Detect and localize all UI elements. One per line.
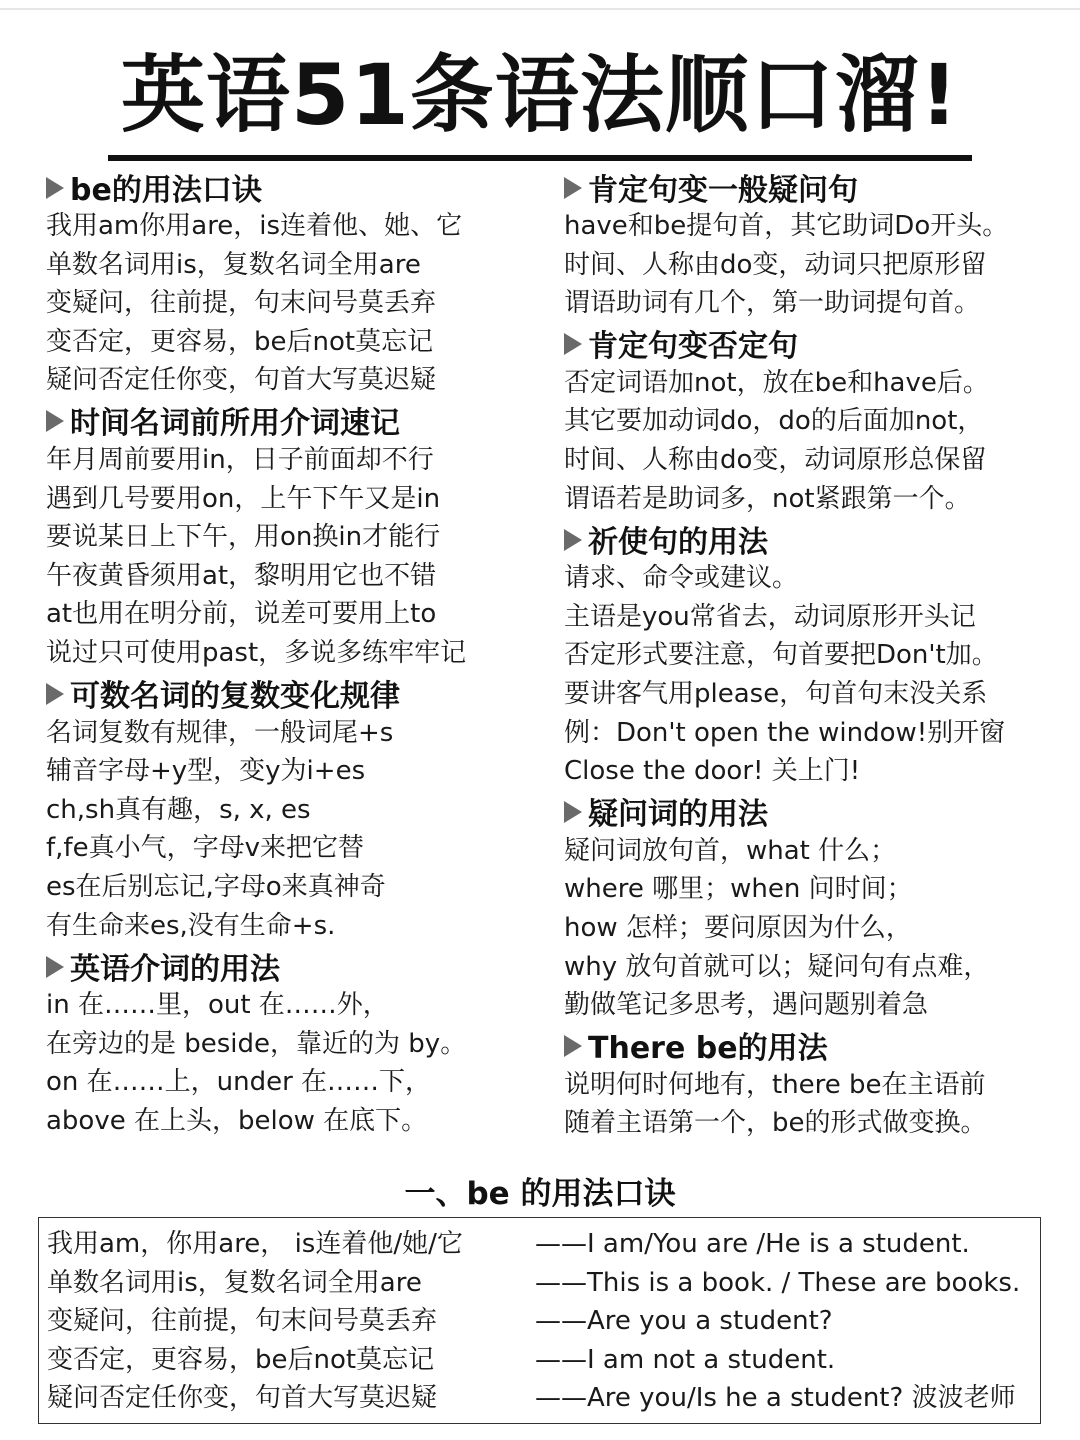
rhyme-line: 时间、人称由do变，动词只把原形留 (564, 249, 987, 280)
section-heading-text: 英语介词的用法 (70, 951, 280, 987)
rhyme-line: above 在上头，below 在底下。 (46, 1105, 428, 1136)
rhyme-line: at也用在明分前，说差可要用上to (46, 599, 437, 630)
rhyme-line: 请求、命令或建议。 (564, 563, 799, 594)
example-row (47, 1302, 1040, 1341)
rhyme-line: 说明何时何地有，there be在主语前 (564, 1069, 986, 1100)
rhyme-line: on 在……上，under 在……下， (46, 1067, 432, 1098)
title-underline (108, 155, 972, 161)
rhyme-line: where 哪里；when 问时间； (564, 874, 913, 905)
left-column (46, 166, 552, 1140)
rhyme-line: 在旁边的是 beside，靠近的为 by。 (46, 1028, 467, 1059)
section-heading-text: 疑问词的用法 (588, 797, 768, 833)
triangle-bullet-icon (564, 1035, 582, 1057)
rhyme-line: 说过只可使用past，多说多练牢牢记 (46, 637, 467, 668)
rhyme-line: 单数名词用is，复数名词全用are (46, 249, 421, 280)
triangle-bullet-icon (46, 177, 64, 199)
rhyme-line: 名词复数有规律，一般词尾+s (46, 717, 394, 748)
rhyme-line: 其它要加动词do，do的后面加not， (564, 406, 984, 437)
rhyme-line: 年月周前要用in，日子前面却不行 (46, 444, 434, 475)
example-sentence-text: ——I am not a student. (535, 1344, 836, 1375)
top-divider (0, 8, 1080, 10)
section-heading-text: 可数名词的复数变化规律 (70, 679, 400, 715)
rhyme-line: 谓语若是助词多，not紧跟第一个。 (564, 483, 971, 514)
rule-section (564, 1025, 1064, 1143)
rhyme-line: 辅音字母+y型，变y为i+es (46, 756, 366, 787)
rule-section (564, 323, 1064, 518)
section-heading (46, 673, 552, 714)
example-sentence-text: ——Are you a student? (535, 1306, 833, 1336)
triangle-bullet-icon (564, 801, 582, 823)
page-title: 英语51条语法顺口溜! (120, 46, 960, 144)
rhyme-line: 有生命来es,没有生命+s. (46, 910, 336, 941)
rule-section (46, 673, 552, 946)
rule-section (46, 166, 552, 400)
rhyme-line: how 怎样；要问原因为什么， (564, 912, 912, 943)
example-rule-text: 我用am，你用are， is连着他/她/它 (47, 1229, 463, 1259)
section-heading (564, 1025, 1064, 1066)
rhyme-line: 例：Don't open the window!别开窗 (564, 717, 1006, 748)
example-rule-text: 单数名词用is，复数名词全用are (47, 1267, 422, 1298)
rhyme-line: why 放句首就可以；疑问句有点难， (564, 951, 990, 982)
section-heading (564, 791, 1064, 832)
rhyme-line: f,fe真小气，字母v来把它替 (46, 833, 364, 864)
rhyme-line: 变疑问，往前提，句末问号莫丢弃 (46, 288, 437, 319)
rhyme-line: es在后别忘记,字母o来真神奇 (46, 871, 386, 902)
example-sentence-text: ——Are you/Is he a student? 波波老师 (535, 1383, 1016, 1413)
example-row (47, 1341, 1040, 1380)
rhyme-line: 要说某日上下午，用on换in才能行 (46, 522, 441, 553)
example-sentence-text: ——This is a book. / These are books. (535, 1267, 1021, 1298)
rhyme-line: 主语是you常省去，动词原形开头记 (564, 601, 976, 632)
rhyme-line: 时间、人称由do变，动词原形总保留 (564, 444, 987, 475)
section-heading-text: 肯定句变一般疑问句 (588, 172, 858, 208)
example-row (47, 1264, 1040, 1303)
rhyme-line: 疑问词放句首，what 什么； (564, 835, 897, 866)
section-heading (564, 518, 1064, 559)
triangle-bullet-icon (46, 683, 64, 705)
triangle-bullet-icon (564, 177, 582, 199)
section-heading-text: 时间名词前所用介词速记 (70, 406, 400, 442)
section-heading (46, 166, 552, 207)
section-heading-text: 肯定句变否定句 (588, 329, 798, 365)
rhyme-line: 否定形式要注意，句首要把Don't加。 (564, 640, 998, 671)
rhyme-line: 午夜黄昏须用at，黎明用它也不错 (46, 560, 437, 591)
rhyme-line: 谓语助词有几个，第一助词提句首。 (564, 288, 981, 319)
example-table (38, 1217, 1041, 1424)
section-heading-text: be的用法口诀 (70, 172, 262, 208)
rhyme-line: in 在……里，out 在……外， (46, 990, 389, 1021)
rhyme-line: 遇到几号要用on，上午下午又是in (46, 483, 441, 514)
triangle-bullet-icon (46, 956, 64, 978)
triangle-bullet-icon (564, 529, 582, 551)
rule-section (564, 518, 1064, 791)
section-heading-text: 祈使句的用法 (588, 524, 768, 560)
section-heading-text: There be的用法 (588, 1031, 828, 1067)
rhyme-line: 否定词语加not，放在be和have后。 (564, 367, 989, 398)
section-heading (46, 945, 552, 986)
rule-section (564, 166, 1064, 323)
rhyme-line: Close the door! 关上门! (564, 756, 861, 787)
rule-section (564, 791, 1064, 1025)
rhyme-line: ch,sh真有趣，s, x, es (46, 794, 311, 825)
rhyme-line: 随着主语第一个，be的形式做变换。 (564, 1108, 987, 1139)
example-rule-text: 变否定，更容易，be后not莫忘记 (47, 1344, 435, 1375)
rhyme-line: have和be提句首，其它助词Do开头。 (564, 211, 1009, 241)
example-row (47, 1225, 1040, 1264)
rhyme-line: 变否定，更容易，be后not莫忘记 (46, 326, 434, 357)
section-heading (46, 400, 552, 441)
example-row (47, 1379, 1040, 1418)
rhyme-line: 我用am你用are，is连着他、她、它 (46, 211, 463, 241)
bottom-section-title: 一、be 的用法口诀 (404, 1176, 676, 1212)
triangle-bullet-icon (564, 333, 582, 355)
section-heading (564, 323, 1064, 364)
example-rule-text: 变疑问，往前提，句末问号莫丢弃 (47, 1306, 438, 1336)
example-sentence-text: ——I am/You are /He is a student. (535, 1229, 970, 1259)
section-heading (564, 166, 1064, 207)
rule-section (46, 400, 552, 673)
rule-section (46, 945, 552, 1140)
rhyme-line: 疑问否定任你变，句首大写莫迟疑 (46, 365, 437, 396)
rhyme-line: 勤做笔记多思考，遇问题别着急 (564, 990, 929, 1021)
triangle-bullet-icon (46, 410, 64, 432)
right-column (564, 166, 1064, 1143)
rhyme-line: 要讲客气用please，句首句末没关系 (564, 678, 988, 709)
example-rule-text: 疑问否定任你变，句首大写莫迟疑 (47, 1383, 438, 1413)
